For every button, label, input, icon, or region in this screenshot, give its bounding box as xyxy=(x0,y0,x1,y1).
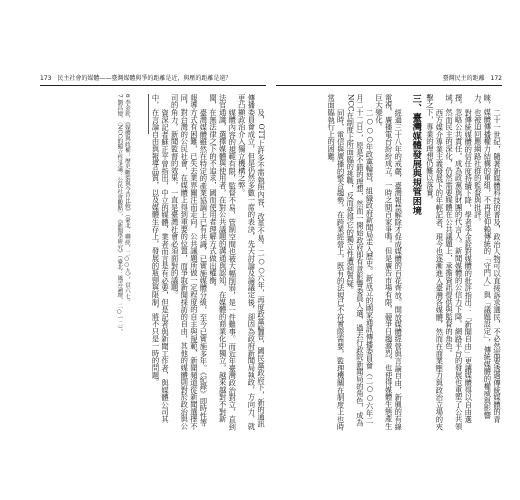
right-page-header xyxy=(443,74,502,84)
body-paragraph: 西方媒介專業主義發展下的年輕記者，現今也逐漸進入臺灣各媒體，然而在商業壓力與政治立場的夾擊之下，專業的理想仍難以落實。 xyxy=(425,94,445,430)
right-running-title: 臺灣民主的距離 xyxy=(442,75,485,82)
body-paragraph: 對傳統媒體的信任度持續下降，學者李金銓對媒體的批評指出：「新聞自由」更讓媒體得以自由選擇，忽略公共責任，成為政黨與財團的代言人。新聞媒體的公信力下降，網路平台的發展也重塑了公共領域，然而民主的深化，仍然需要媒體在公共議題上，承擔資訊提供與監督的角色。 xyxy=(445,94,474,430)
right-header-rule xyxy=(276,85,502,86)
body-paragraph: 經過三十八年的戒嚴，臺灣報禁解除才促成媒體的百花齊放。開放媒體經營與言論自由，新興的有線電視、廣播電台紛紛成立，一時之間百家爭鳴，但是廣告市場有限，競爭日趨激烈，也使得媒體生態產生巨大變化。 xyxy=(375,94,404,430)
left-page xyxy=(40,74,266,430)
body-paragraph: 二十一世紀，隨著新媒體科技的普及，政治人物可以直接訴求選民，不必然需要透過傳統媒體的青睞，媒體傳播權力結構的重組，不再是仰賴傳統的「守門人」與「議題設定」，傳統媒體的權威與影響力，也被迫回應網路社群的監督與批評。 xyxy=(473,94,502,423)
right-page-number: 172 xyxy=(490,75,502,82)
left-header-rule xyxy=(40,85,266,86)
section-heading: 三、臺灣媒體發展與規管困境 xyxy=(410,94,422,215)
body-paragraph: 臺灣媒體雖然在特定的產業協調上已有共識，已實施媒體分級，至今已實施多年。《紀錄》即時性等報導方式有困難，已失去業界關注而走向。公共議題所做一定程度的自主與規範，新聞頻道從新聞選擇不同，對台灣的公民社會，在媒體上得到重要的位置，而爭取新聞採訪的自由，其他的媒體則對於政治與公司的角力，新聞監督的效果，一直是臺灣社會必須面對的議題。 xyxy=(170,94,209,430)
left-running-title: 民主社會的媒體——臺灣媒體與爭的距離是近，與壓的距離是遠？ xyxy=(57,75,232,82)
right-page-body xyxy=(276,94,502,430)
body-paragraph: 同時，電信與廣播的整合趨勢，在跨業經營上，既有的法規已不符實際需要，監理機關在制度上也時常面臨執行上的困難。 xyxy=(327,94,346,430)
body-paragraph: 及，OTT上許多不需執照內容，改革不易。二○○六年，再度政黨輪替，國民黨政府下，新的通訊傳播委員會成立，但是仍然多數一席的表決，先天討論及論議定後，卻因為政府新聞局執政，方向力，就更凸顯政治介入獨立機構之弊。 xyxy=(237,94,266,430)
left-page-body xyxy=(40,94,266,430)
body-paragraph: 媒體內容的規範有限，監督不易，管制空間也被大幅削弱，是一件難事。而近年臺灣政治對立，直到法官通識，選擇媒體與使用者，在對公共議題的溝通與認知，在媒體的商業化中獨立，越來越對不對新聞，在無法律之下的不追求，國而使用者理解方式做出權衡。 xyxy=(209,94,238,430)
footnote: 7 劉昌德，〈NCC的獨立性爭議：公民社會觀點〉，《新聞學研究》（臺北：風雲論壇，二○一二）。 xyxy=(116,94,123,335)
left-page-number: 173 xyxy=(40,75,52,82)
left-page-header xyxy=(40,74,231,84)
footnote: 6 李金銓，《媒體與政權：歷史斷裂與今昔比較》（臺北：聯經，二○○九），頁六七。 xyxy=(123,94,130,305)
footnote-divider xyxy=(148,94,149,134)
right-page xyxy=(276,74,502,430)
body-paragraph: 資深記者蘇正平曾指出，中立的媒體，業者而言是有必要，但是記者與新聞工作者，與媒體公司其中，在言論自由與報導品質，以及媒體生存上，發展的瓶頸與限制，將不只是一時的問題。 xyxy=(151,94,171,423)
body-paragraph: 二○○○年政黨輪替，組織政府新聞局走入歷史。新成立的國家通訊傳播委員會（二○○六年二月二十二日），原是不錯的理想，然而一開始政府即有意影響委員人選，過去行政院新聞局的角色，成為NCC在制度上所面臨的挑戰，反而使得它的獨立性遭到質疑。 xyxy=(346,94,375,427)
